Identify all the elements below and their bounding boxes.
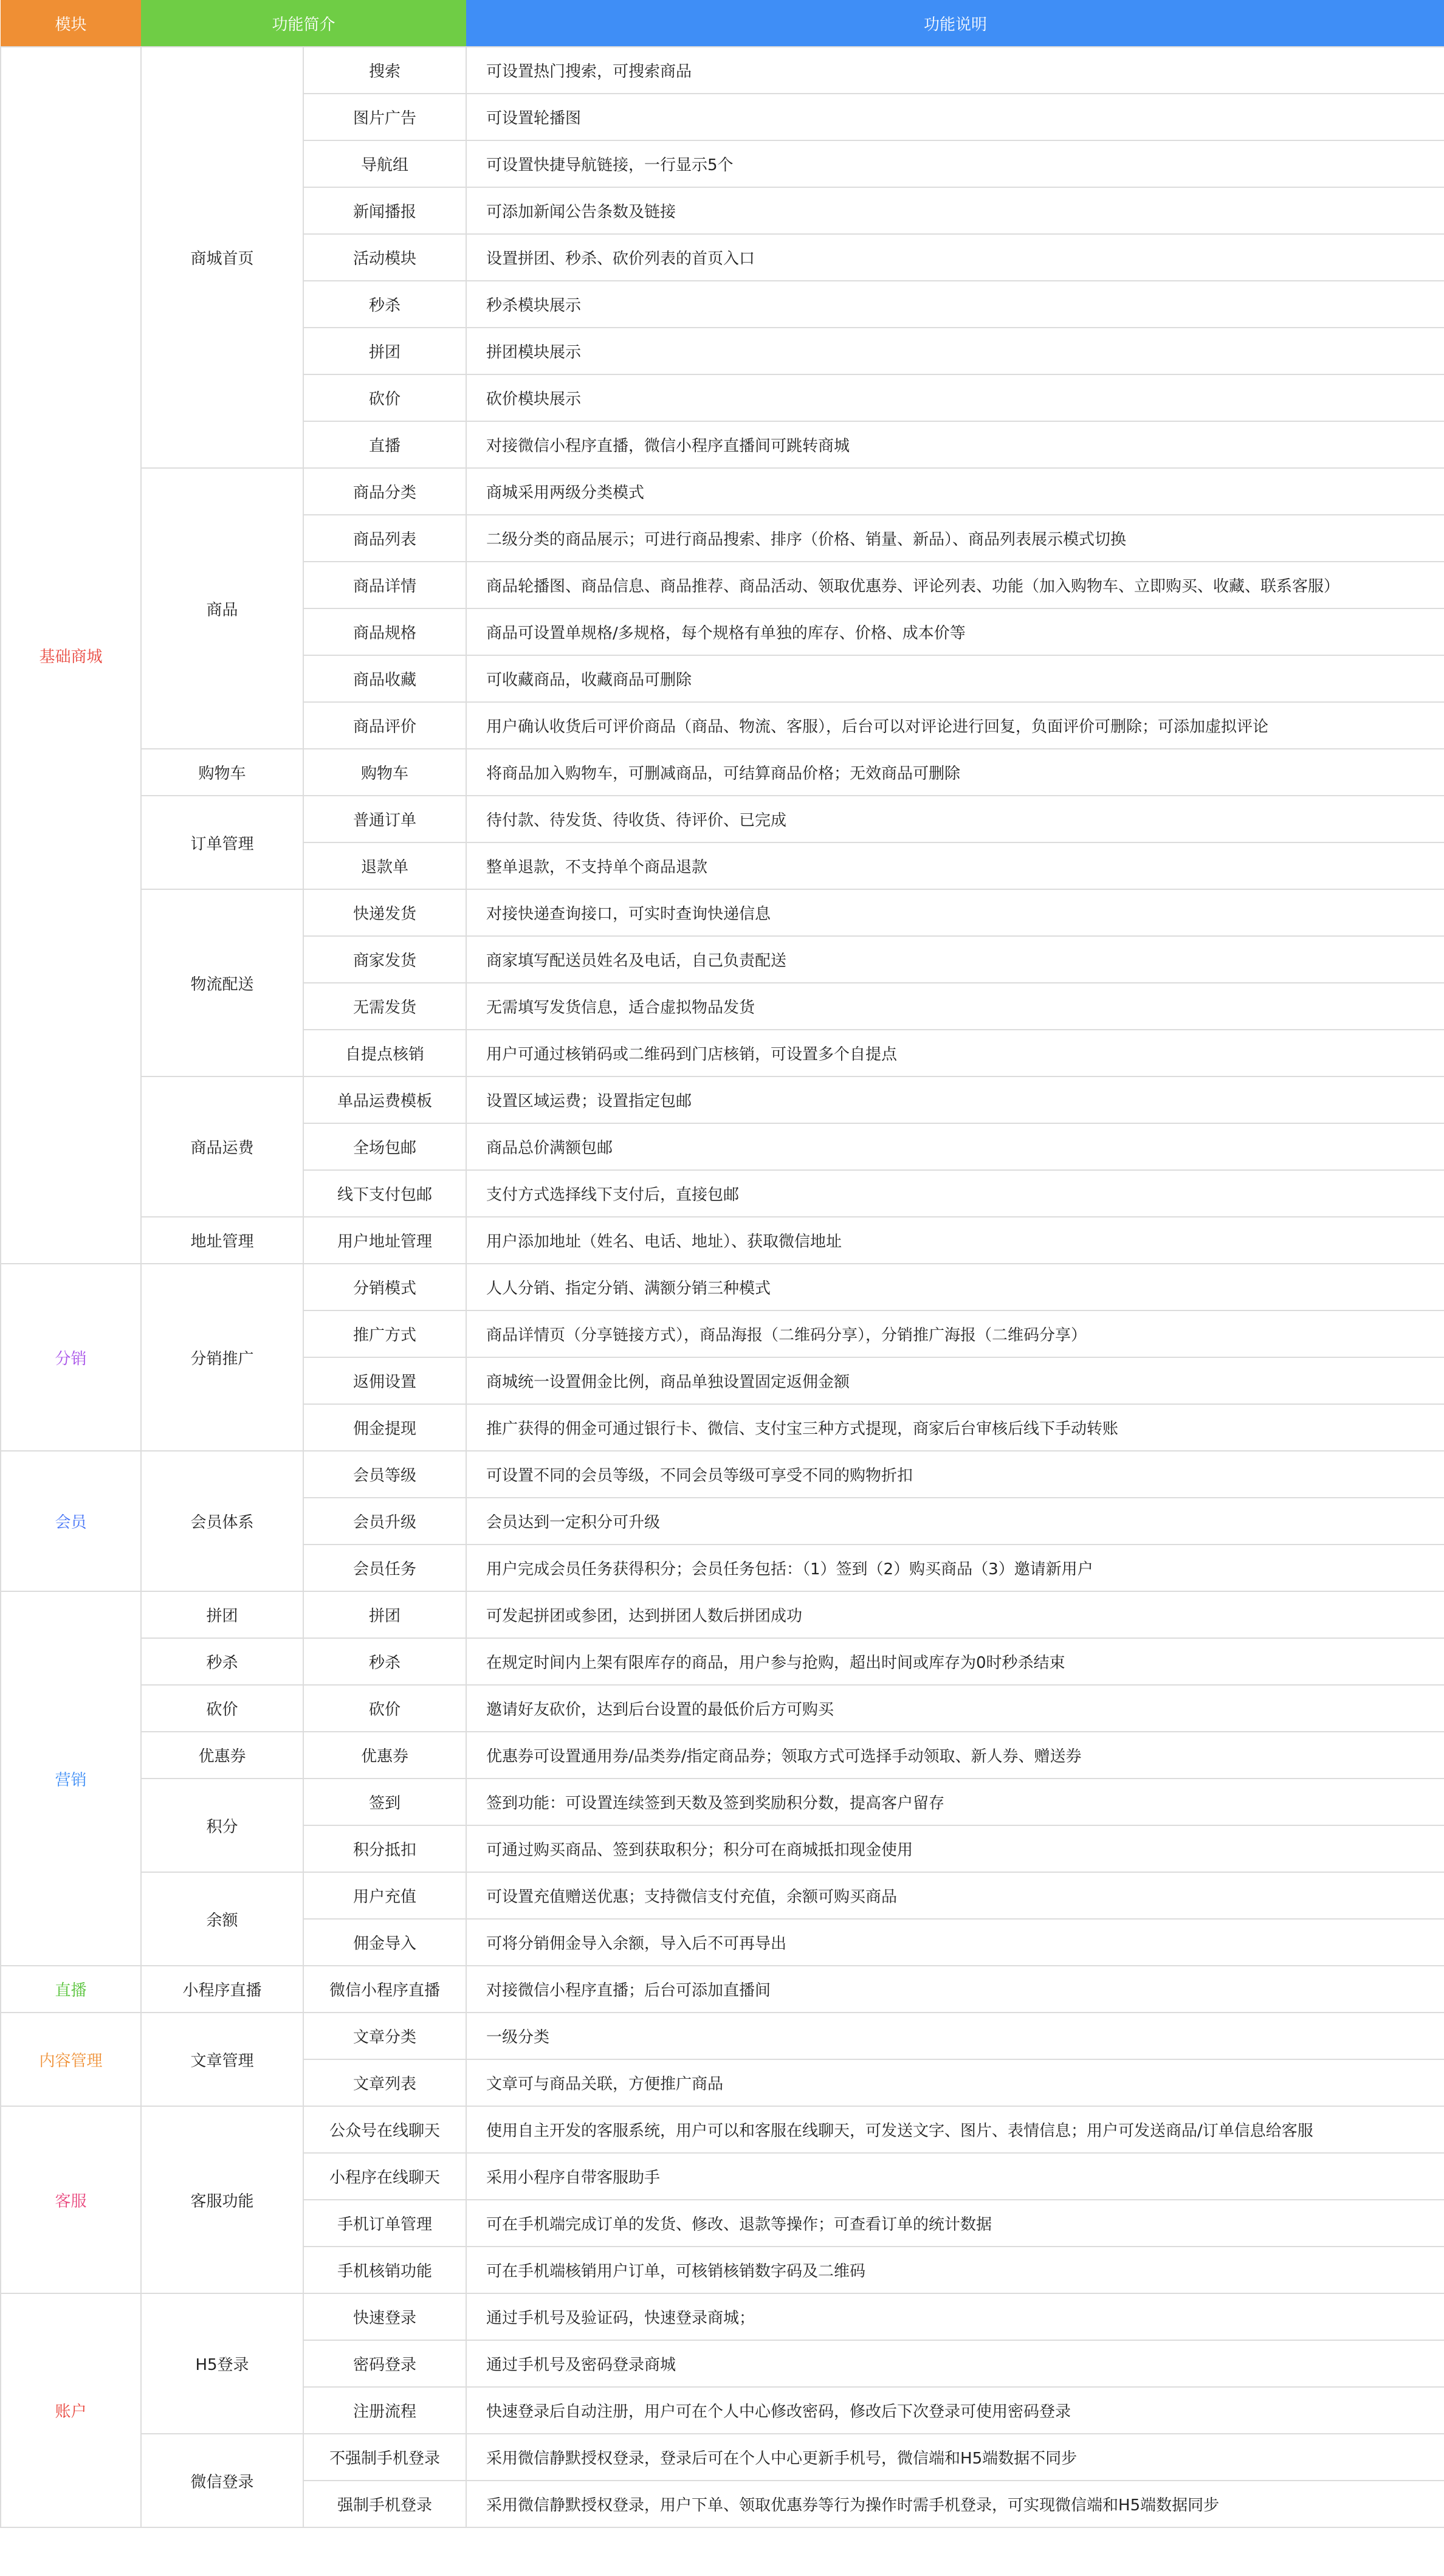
feature-cell: 拼团 [303, 328, 466, 374]
feature-cell: 商家发货 [303, 936, 466, 983]
feature-cell: 搜索 [303, 47, 466, 94]
module-cell: 基础商城 [1, 47, 141, 1264]
description-cell: 商品总价满额包邮 [466, 1123, 1444, 1170]
description-cell: 在规定时间内上架有限库存的商品，用户参与抢购，超出时间或库存为0时秒杀结束 [466, 1638, 1444, 1685]
description-cell: 商城采用两级分类模式 [466, 468, 1444, 515]
feature-cell: 签到 [303, 1779, 466, 1825]
group-cell: 秒杀 [141, 1638, 303, 1685]
feature-cell: 普通订单 [303, 796, 466, 842]
header-desc: 功能说明 [466, 0, 1444, 47]
description-cell: 快速登录后自动注册，用户可在个人中心修改密码，修改后下次登录可使用密码登录 [466, 2387, 1444, 2434]
module-cell: 会员 [1, 1451, 141, 1591]
feature-cell: 用户地址管理 [303, 1217, 466, 1264]
feature-cell: 会员升级 [303, 1498, 466, 1545]
feature-cell: 积分抵扣 [303, 1825, 466, 1872]
description-cell: 支付方式选择线下支付后，直接包邮 [466, 1170, 1444, 1217]
description-cell: 商品轮播图、商品信息、商品推荐、商品活动、领取优惠券、评论列表、功能（加入购物车、立即购买、收藏、联系客服） [466, 562, 1444, 608]
group-cell: 拼团 [141, 1591, 303, 1638]
group-cell: 订单管理 [141, 796, 303, 889]
group-cell: 文章管理 [141, 2013, 303, 2106]
description-cell: 通过手机号及验证码，快速登录商城； [466, 2293, 1444, 2340]
feature-cell: 快递发货 [303, 889, 466, 936]
feature-cell: 文章列表 [303, 2059, 466, 2106]
feature-cell: 不强制手机登录 [303, 2434, 466, 2481]
description-cell: 邀请好友砍价，达到后台设置的最低价后方可购买 [466, 1685, 1444, 1732]
description-cell: 二级分类的商品展示；可进行商品搜索、排序（价格、销量、新品）、商品列表展示模式切换 [466, 515, 1444, 562]
description-cell: 可发起拼团或参团，达到拼团人数后拼团成功 [466, 1591, 1444, 1638]
feature-cell: 微信小程序直播 [303, 1966, 466, 2013]
feature-cell: 自提点核销 [303, 1030, 466, 1076]
table-row [1, 47, 1444, 94]
feature-cell: 手机订单管理 [303, 2200, 466, 2247]
description-cell: 无需填写发货信息，适合虚拟物品发货 [466, 983, 1444, 1030]
table-row [1, 1264, 1444, 1310]
header-intro: 功能简介 [141, 0, 466, 47]
description-cell: 秒杀模块展示 [466, 281, 1444, 328]
description-cell: 对接快递查询接口，可实时查询快递信息 [466, 889, 1444, 936]
feature-cell: 公众号在线聊天 [303, 2106, 466, 2153]
description-cell: 通过手机号及密码登录商城 [466, 2340, 1444, 2387]
feature-cell: 佣金提现 [303, 1404, 466, 1451]
table-row [1, 1217, 1444, 1264]
feature-cell: 文章分类 [303, 2013, 466, 2059]
module-cell: 直播 [1, 1966, 141, 2013]
group-cell: 商品运费 [141, 1076, 303, 1217]
table-row [1, 1732, 1444, 1779]
table-row [1, 889, 1444, 936]
table-row [1, 1685, 1444, 1732]
feature-cell: 分销模式 [303, 1264, 466, 1310]
description-cell: 用户可通过核销码或二维码到门店核销，可设置多个自提点 [466, 1030, 1444, 1076]
description-cell: 可设置热门搜索，可搜索商品 [466, 47, 1444, 94]
group-cell: 购物车 [141, 749, 303, 796]
feature-cell: 新闻播报 [303, 187, 466, 234]
description-cell: 签到功能：可设置连续签到天数及签到奖励积分数，提高客户留存 [466, 1779, 1444, 1825]
description-cell: 设置拼团、秒杀、砍价列表的首页入口 [466, 234, 1444, 281]
group-cell: 分销推广 [141, 1264, 303, 1451]
feature-cell: 拼团 [303, 1591, 466, 1638]
description-cell: 商城统一设置佣金比例，商品单独设置固定返佣金额 [466, 1357, 1444, 1404]
description-cell: 设置区域运费；设置指定包邮 [466, 1076, 1444, 1123]
table-row [1, 1966, 1444, 2013]
feature-cell: 手机核销功能 [303, 2247, 466, 2293]
description-cell: 对接微信小程序直播，微信小程序直播间可跳转商城 [466, 421, 1444, 468]
feature-cell: 商品列表 [303, 515, 466, 562]
module-cell: 客服 [1, 2106, 141, 2293]
group-cell: 地址管理 [141, 1217, 303, 1264]
module-cell: 分销 [1, 1264, 141, 1451]
description-cell: 可将分销佣金导入余额，导入后不可再导出 [466, 1919, 1444, 1966]
description-cell: 商家填写配送员姓名及电话，自己负责配送 [466, 936, 1444, 983]
table-row [1, 2106, 1444, 2153]
description-cell: 可收藏商品，收藏商品可删除 [466, 655, 1444, 702]
table-row [1, 468, 1444, 515]
table-body [1, 47, 1444, 2527]
module-cell: 营销 [1, 1591, 141, 1966]
feature-cell: 强制手机登录 [303, 2481, 466, 2527]
description-cell: 将商品加入购物车，可删减商品，可结算商品价格；无效商品可删除 [466, 749, 1444, 796]
description-cell: 采用小程序自带客服助手 [466, 2153, 1444, 2200]
description-cell: 拼团模块展示 [466, 328, 1444, 374]
table-row [1, 1872, 1444, 1919]
group-cell: 物流配送 [141, 889, 303, 1076]
group-cell: 砍价 [141, 1685, 303, 1732]
description-cell: 人人分销、指定分销、满额分销三种模式 [466, 1264, 1444, 1310]
feature-cell: 注册流程 [303, 2387, 466, 2434]
description-cell: 商品详情页（分享链接方式），商品海报（二维码分享），分销推广海报（二维码分享） [466, 1310, 1444, 1357]
feature-cell: 商品详情 [303, 562, 466, 608]
table-row [1, 1638, 1444, 1685]
description-cell: 用户确认收货后可评价商品（商品、物流、客服），后台可以对评论进行回复，负面评价可删除；可添加虚拟评论 [466, 702, 1444, 749]
group-cell: 积分 [141, 1779, 303, 1872]
description-cell: 推广获得的佣金可通过银行卡、微信、支付宝三种方式提现，商家后台审核后线下手动转账 [466, 1404, 1444, 1451]
description-cell: 一级分类 [466, 2013, 1444, 2059]
description-cell: 可设置充值赠送优惠；支持微信支付充值，余额可购买商品 [466, 1872, 1444, 1919]
feature-cell: 单品运费模板 [303, 1076, 466, 1123]
table-row [1, 2434, 1444, 2481]
feature-cell: 返佣设置 [303, 1357, 466, 1404]
description-cell: 可在手机端完成订单的发货、修改、退款等操作；可查看订单的统计数据 [466, 2200, 1444, 2247]
description-cell: 可设置轮播图 [466, 94, 1444, 140]
feature-cell: 导航组 [303, 140, 466, 187]
description-cell: 可通过购买商品、签到获取积分；积分可在商城抵扣现金使用 [466, 1825, 1444, 1872]
feature-cell: 小程序在线聊天 [303, 2153, 466, 2200]
feature-cell: 购物车 [303, 749, 466, 796]
description-cell: 使用自主开发的客服系统，用户可以和客服在线聊天，可发送文字、图片、表情信息；用户可发送商品/订单信息给客服 [466, 2106, 1444, 2153]
feature-cell: 商品评价 [303, 702, 466, 749]
description-cell: 采用微信静默授权登录，登录后可在个人中心更新手机号，微信端和H5端数据不同步 [466, 2434, 1444, 2481]
table-row [1, 2293, 1444, 2340]
feature-cell: 活动模块 [303, 234, 466, 281]
feature-cell: 全场包邮 [303, 1123, 466, 1170]
description-cell: 对接微信小程序直播；后台可添加直播间 [466, 1966, 1444, 2013]
table-row [1, 2013, 1444, 2059]
feature-cell: 砍价 [303, 374, 466, 421]
description-cell: 砍价模块展示 [466, 374, 1444, 421]
table-row [1, 1076, 1444, 1123]
feature-cell: 会员等级 [303, 1451, 466, 1498]
module-cell: 账户 [1, 2293, 141, 2527]
feature-cell: 用户充值 [303, 1872, 466, 1919]
feature-cell: 退款单 [303, 842, 466, 889]
feature-cell: 密码登录 [303, 2340, 466, 2387]
feature-cell: 秒杀 [303, 1638, 466, 1685]
group-cell: 微信登录 [141, 2434, 303, 2527]
feature-cell: 商品分类 [303, 468, 466, 515]
description-cell: 整单退款，不支持单个商品退款 [466, 842, 1444, 889]
description-cell: 可在手机端核销用户订单，可核销核销数字码及二维码 [466, 2247, 1444, 2293]
description-cell: 采用微信静默授权登录，用户下单、领取优惠券等行为操作时需手机登录，可实现微信端和H5端数据同步 [466, 2481, 1444, 2527]
table-row [1, 1779, 1444, 1825]
group-cell: 商城首页 [141, 47, 303, 468]
feature-cell: 秒杀 [303, 281, 466, 328]
feature-cell: 会员任务 [303, 1545, 466, 1591]
feature-cell: 线下支付包邮 [303, 1170, 466, 1217]
feature-cell: 推广方式 [303, 1310, 466, 1357]
description-cell: 会员达到一定积分可升级 [466, 1498, 1444, 1545]
feature-cell: 优惠券 [303, 1732, 466, 1779]
table-row [1, 1591, 1444, 1638]
description-cell: 用户完成会员任务获得积分；会员任务包括：（1）签到（2）购买商品（3）邀请新用户 [466, 1545, 1444, 1591]
feature-cell: 商品收藏 [303, 655, 466, 702]
group-cell: 小程序直播 [141, 1966, 303, 2013]
description-cell: 待付款、待发货、待收货、待评价、已完成 [466, 796, 1444, 842]
feature-cell: 砍价 [303, 1685, 466, 1732]
table-row [1, 796, 1444, 842]
feature-cell: 无需发货 [303, 983, 466, 1030]
module-cell: 内容管理 [1, 2013, 141, 2106]
header-row [1, 0, 1444, 47]
group-cell: 客服功能 [141, 2106, 303, 2293]
group-cell: 优惠券 [141, 1732, 303, 1779]
description-cell: 商品可设置单规格/多规格，每个规格有单独的库存、价格、成本价等 [466, 608, 1444, 655]
description-cell: 优惠券可设置通用券/品类券/指定商品券；领取方式可选择手动领取、新人券、赠送券 [466, 1732, 1444, 1779]
group-cell: 商品 [141, 468, 303, 749]
feature-cell: 佣金导入 [303, 1919, 466, 1966]
description-cell: 文章可与商品关联，方便推广商品 [466, 2059, 1444, 2106]
description-cell: 可添加新闻公告条数及链接 [466, 187, 1444, 234]
feature-cell: 图片广告 [303, 94, 466, 140]
header-module: 模块 [1, 0, 141, 47]
description-cell: 用户添加地址（姓名、电话、地址）、获取微信地址 [466, 1217, 1444, 1264]
group-cell: 会员体系 [141, 1451, 303, 1591]
description-cell: 可设置不同的会员等级，不同会员等级可享受不同的购物折扣 [466, 1451, 1444, 1498]
group-cell: 余额 [141, 1872, 303, 1966]
table-row [1, 1451, 1444, 1498]
feature-cell: 直播 [303, 421, 466, 468]
feature-cell: 快速登录 [303, 2293, 466, 2340]
table-row [1, 749, 1444, 796]
group-cell: H5登录 [141, 2293, 303, 2434]
feature-cell: 商品规格 [303, 608, 466, 655]
description-cell: 可设置快捷导航链接，一行显示5个 [466, 140, 1444, 187]
